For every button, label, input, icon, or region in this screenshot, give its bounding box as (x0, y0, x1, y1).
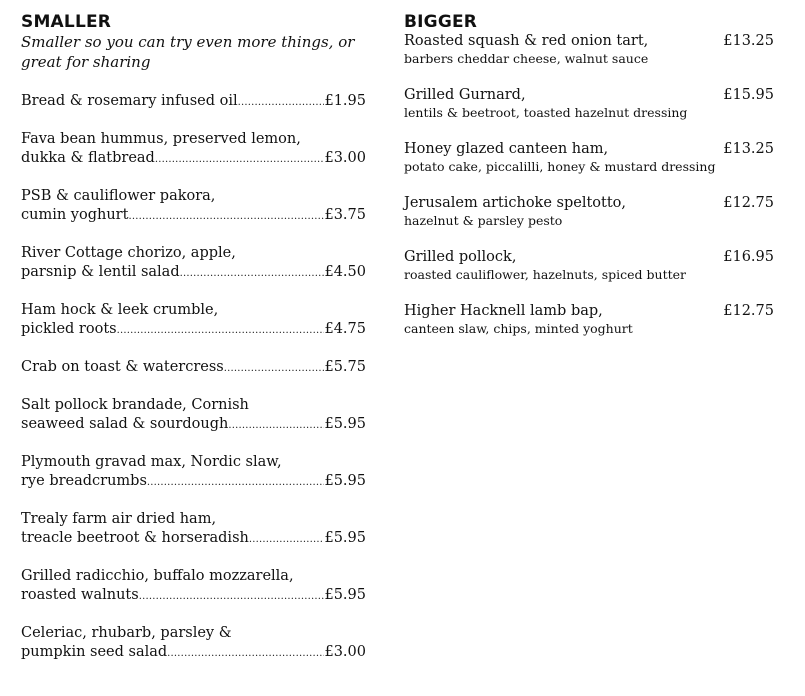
menu-item-line (21, 320, 366, 340)
menu-item-header (404, 32, 774, 50)
menu-item-name: Honey glazed canteen ham, (404, 141, 609, 157)
menu-item (21, 510, 366, 549)
menu-item (21, 358, 366, 378)
smaller-subtitle-line-1: Smaller so you can try even more things, or (21, 33, 355, 51)
menu-item-price: £4.50 (324, 264, 366, 280)
menu-item-price: £5.95 (324, 416, 366, 432)
menu-item-description: lentils & beetroot, toasted hazelnut dressing (404, 105, 688, 120)
menu-item-text: PSB & cauliflower pakora, (21, 188, 216, 204)
dot-leader (249, 530, 325, 549)
menu-item-line (21, 624, 366, 643)
menu-item-line (21, 130, 366, 149)
menu-item-line (21, 244, 366, 263)
menu-item-line (21, 510, 366, 529)
menu-item-text: dukka & flatbread (21, 150, 155, 166)
menu-item-line (21, 187, 366, 206)
bigger-menu-list (404, 32, 774, 338)
menu-item-text: roasted walnuts (21, 587, 139, 603)
menu-item-price: £5.95 (324, 587, 366, 603)
menu-item-price: £13.25 (723, 33, 774, 49)
menu-item-name: Higher Hacknell lamb bap, (404, 303, 603, 319)
menu-item-text: Grilled radicchio, buffalo mozzarella, (21, 568, 294, 584)
menu-item (21, 624, 366, 663)
menu-item (21, 453, 366, 492)
menu-item-price: £1.95 (324, 93, 366, 109)
menu-item-name: Grilled pollock, (404, 249, 517, 265)
dot-leader (147, 473, 325, 492)
menu-item-line (21, 529, 366, 549)
menu-item-price: £12.75 (723, 195, 774, 211)
smaller-section (21, 12, 366, 681)
menu-item-text: Bread & rosemary infused oil (21, 93, 238, 109)
menu-item-description: roasted cauliflower, hazelnuts, spiced butter (404, 267, 687, 282)
menu-item-price: £12.75 (723, 303, 774, 319)
menu-item-text: cumin yoghurt (21, 207, 129, 223)
menu-item-description: barbers cheddar cheese, walnut sauce (404, 51, 649, 66)
smaller-heading: SMALLER (21, 12, 112, 32)
menu-item-price: £5.75 (324, 359, 366, 375)
menu-item (404, 86, 774, 122)
menu-item-header (404, 194, 774, 212)
menu-item (404, 140, 774, 176)
dot-leader (238, 93, 325, 112)
menu-item-name: Roasted squash & red onion tart, (404, 33, 649, 49)
menu-item-name: Jerusalem artichoke speltotto, (404, 195, 627, 211)
menu-item (404, 302, 774, 338)
menu-item-description: hazelnut & parsley pesto (404, 213, 563, 228)
menu-item (404, 248, 774, 284)
menu-item-line (21, 586, 366, 606)
menu-item-name: Grilled Gurnard, (404, 87, 526, 103)
menu-item (404, 194, 774, 230)
menu-item-text: Fava bean hummus, preserved lemon, (21, 131, 301, 147)
menu-item-line (21, 643, 366, 663)
menu-item-price: £4.75 (324, 321, 366, 337)
menu-item-line (21, 396, 366, 415)
dot-leader (128, 207, 324, 226)
menu-item-price: £15.95 (723, 87, 774, 103)
dot-leader (139, 587, 325, 606)
menu-item-text: River Cottage chorizo, apple, (21, 245, 236, 261)
menu-item-text: Celeriac, rhubarb, parsley & (21, 625, 232, 641)
menu-item-line (21, 415, 366, 435)
menu-item (21, 567, 366, 606)
menu-item-text: pumpkin seed salad (21, 644, 168, 660)
menu-item-price: £3.00 (324, 644, 366, 660)
menu-item-line (21, 206, 366, 226)
menu-item (21, 244, 366, 283)
dot-leader (180, 264, 325, 283)
menu-item-line (21, 301, 366, 320)
bigger-section (404, 12, 774, 356)
menu-item-text: seaweed salad & sourdough (21, 416, 229, 432)
menu-item-description: potato cake, piccalilli, honey & mustard dressing (404, 159, 716, 174)
menu-item-text: treacle beetroot & horseradish (21, 530, 249, 546)
menu-item-text: Plymouth gravad max, Nordic slaw, (21, 454, 282, 470)
dot-leader (228, 416, 324, 435)
menu-item (21, 187, 366, 226)
smaller-subtitle (21, 32, 366, 72)
bigger-heading: BIGGER (404, 12, 478, 32)
menu-item-text: Ham hock & leek crumble, (21, 302, 219, 318)
menu-item (21, 301, 366, 340)
menu-item-price: £13.25 (723, 141, 774, 157)
menu-item-price: £3.75 (324, 207, 366, 223)
menu-item-line (21, 567, 366, 586)
smaller-menu-list (21, 92, 366, 663)
menu-item (21, 92, 366, 112)
menu-item-line (21, 263, 366, 283)
menu-item-text: Salt pollock brandade, Cornish (21, 397, 249, 413)
menu-item-line (21, 453, 366, 472)
dot-leader (117, 321, 325, 340)
menu-item-text: Crab on toast & watercress (21, 359, 224, 375)
menu-item-description: canteen slaw, chips, minted yoghurt (404, 321, 633, 336)
menu-item-header (404, 86, 774, 104)
menu-item-price: £3.00 (324, 150, 366, 166)
dot-leader (224, 359, 325, 378)
menu-item-price: £5.95 (324, 473, 366, 489)
menu-item-header (404, 248, 774, 266)
menu-item (21, 396, 366, 435)
menu-item-price: £5.95 (324, 530, 366, 546)
menu-item-header (404, 140, 774, 158)
menu-item-price: £16.95 (723, 249, 774, 265)
menu-item (21, 130, 366, 169)
menu-item-line (21, 92, 366, 112)
menu-item-line (21, 358, 366, 378)
menu-item-text: pickled roots (21, 321, 117, 337)
menu-item-header (404, 302, 774, 320)
smaller-subtitle-line-2: great for sharing (21, 53, 151, 71)
menu-item (404, 32, 774, 68)
menu-item-line (21, 472, 366, 492)
menu-item-line (21, 149, 366, 169)
menu-item-text: Trealy farm air dried ham, (21, 511, 217, 527)
menu-item-text: rye breadcrumbs (21, 473, 147, 489)
menu-item-text: parsnip & lentil salad (21, 264, 180, 280)
dot-leader (155, 150, 325, 169)
dot-leader (167, 644, 324, 663)
